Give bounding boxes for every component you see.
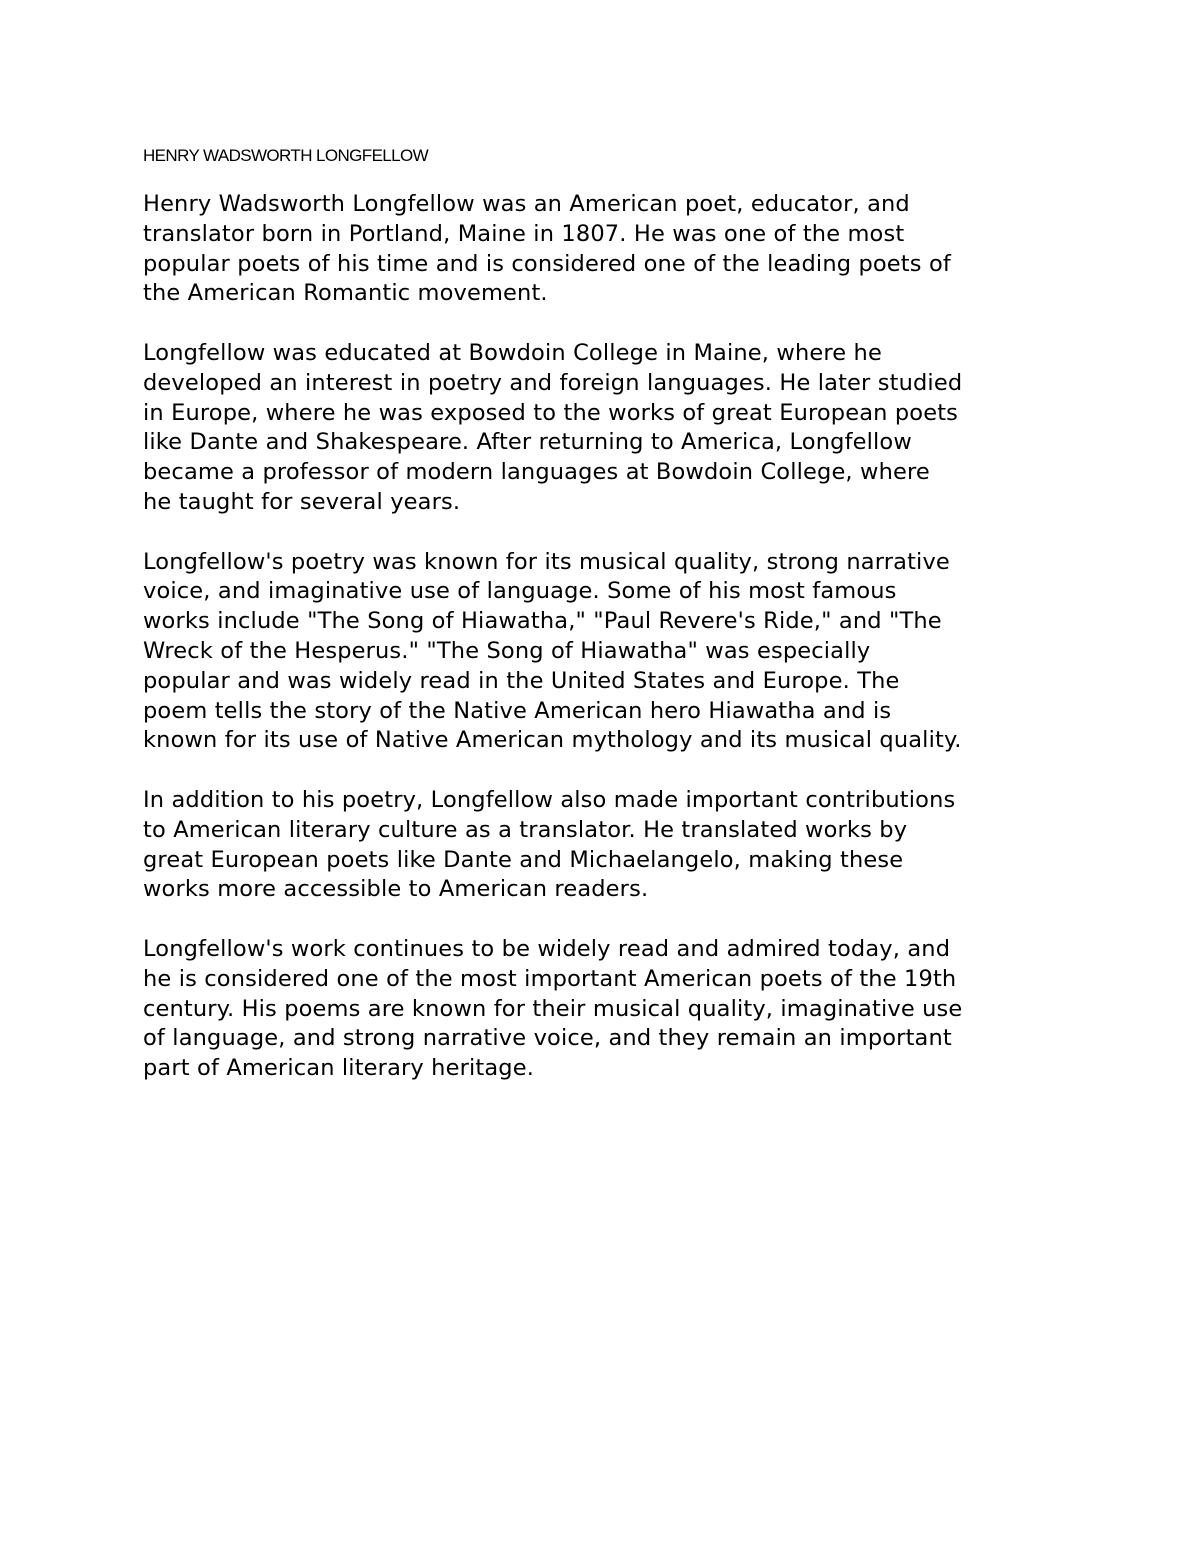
- paragraph-line: poem tells the story of the Native American hero Hiawatha and is: [143, 697, 892, 724]
- paragraph-line: in Europe, where he was exposed to the works of great European poets: [143, 399, 959, 426]
- paragraph-line: developed an interest in poetry and foreign languages. He later studied: [143, 369, 963, 396]
- paragraph-2: [143, 339, 1068, 518]
- paragraph-line: In addition to his poetry, Longfellow also made important contributions: [143, 786, 956, 813]
- document-body: [143, 144, 1068, 1114]
- paragraph-line: translator born in Portland, Maine in 1807. He was one of the most: [143, 220, 905, 247]
- paragraph-line: Longfellow's poetry was known for its musical quality, strong narrative: [143, 548, 950, 575]
- paragraph-4: [143, 786, 1068, 905]
- paragraph-list: [143, 190, 1068, 1084]
- paragraph-line: became a professor of modern languages at Bowdoin College, where: [143, 459, 930, 486]
- paragraph-line: he taught for several years.: [143, 488, 461, 515]
- paragraph-5: [143, 935, 1068, 1084]
- paragraph-line: works include "The Song of Hiawatha," "Paul Revere's Ride," and "The: [143, 608, 942, 635]
- paragraph-1: [143, 190, 1068, 309]
- paragraph-line: the American Romantic movement.: [143, 280, 548, 307]
- paragraph-line: popular poets of his time and is considered one of the leading poets of: [143, 250, 951, 277]
- paragraph-3: [143, 548, 1068, 757]
- paragraph-line: he is considered one of the most important American poets of the 19th: [143, 965, 957, 992]
- paragraph-line: works more accessible to American readers.: [143, 876, 649, 903]
- document-title: HENRY WADSWORTH LONGFELLOW: [143, 146, 429, 165]
- paragraph-line: like Dante and Shakespeare. After returning to America, Longfellow: [143, 429, 912, 456]
- paragraph-line: great European poets like Dante and Michaelangelo, making these: [143, 846, 904, 873]
- paragraph-line: Longfellow was educated at Bowdoin College in Maine, where he: [143, 339, 882, 366]
- paragraph-line: of language, and strong narrative voice, and they remain an important: [143, 1025, 952, 1052]
- paragraph-line: century. His poems are known for their musical quality, imaginative use: [143, 995, 963, 1022]
- paragraph-line: Wreck of the Hesperus." "The Song of Hiawatha" was especially: [143, 637, 871, 664]
- paragraph-line: to American literary culture as a translator. He translated works by: [143, 816, 908, 843]
- paragraph-line: part of American literary heritage.: [143, 1055, 535, 1082]
- paragraph-line: Henry Wadsworth Longfellow was an American poet, educator, and: [143, 191, 910, 217]
- paragraph-line: known for its use of Native American mythology and its musical quality.: [143, 727, 962, 754]
- paragraph-line: Longfellow's work continues to be widely read and admired today, and: [143, 935, 951, 962]
- paragraph-line: voice, and imaginative use of language. Some of his most famous: [143, 578, 897, 605]
- paragraph-line: popular and was widely read in the United States and Europe. The: [143, 667, 900, 694]
